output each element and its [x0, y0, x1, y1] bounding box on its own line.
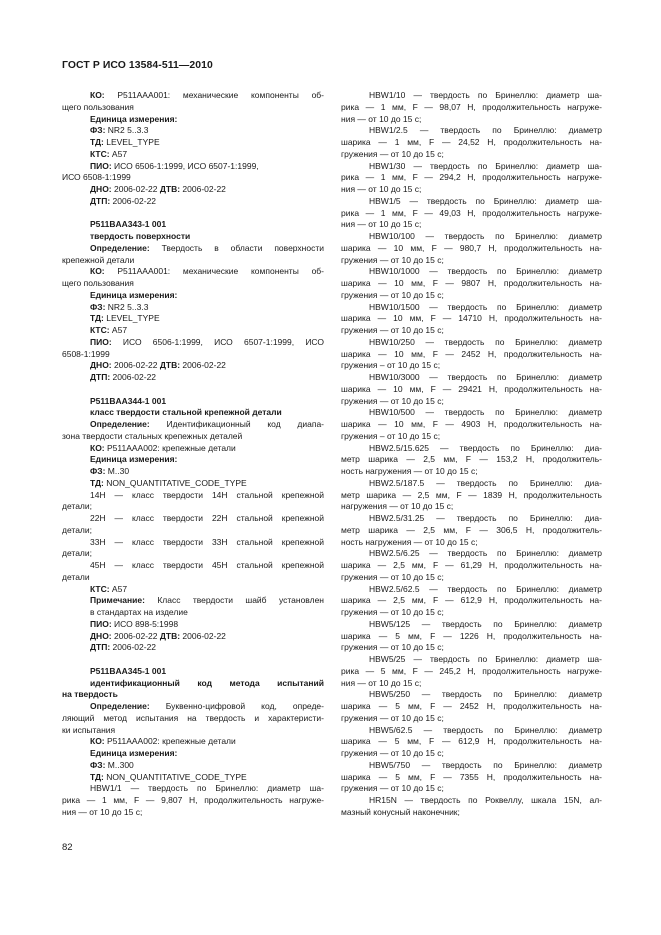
text-run: 2006-02-22 [180, 184, 226, 194]
text-line [62, 90, 324, 102]
text-line [341, 525, 602, 537]
text-line [62, 584, 324, 596]
text-run: гружения — от 10 до 15 с; [341, 607, 444, 617]
text-line [341, 384, 602, 396]
bold-label: КТС: [90, 148, 110, 159]
text-run: зона твердости стальных крепежных деталей [62, 430, 243, 441]
text-run: ния — от 10 до 15 с; [62, 806, 143, 817]
text-line [341, 407, 602, 419]
text-run: M..300 [105, 759, 134, 770]
text-run: шарика — 1 мм, F — 24,52 Н, продолжительность на- [341, 137, 602, 147]
bold-label: Единица измерения: [90, 748, 178, 758]
text-line [341, 125, 602, 137]
text-line [341, 325, 602, 337]
bold-label: P511BAA345-1 001 [90, 665, 167, 676]
text-run: шарика — 10 мм, F — 4903 Н, продолжительность на- [341, 419, 602, 429]
text-run: ИСО 6506-1:1999, ИСО 6507-1:1999, [111, 160, 259, 171]
text-line [62, 689, 324, 701]
text-line [62, 313, 324, 325]
text-run: HBW5/250 — твердость по Бринеллю: диаметр [369, 689, 602, 700]
text-run: гружения — от 10 до 15 с; [341, 289, 444, 300]
text-run: HR15N — твердость по Роквеллу, шкала 15N, ал- [369, 795, 602, 805]
text-line [62, 161, 324, 173]
text-run: рика — 1 мм, F — 98,07 Н, продолжительность нагруже- [341, 101, 602, 112]
text-run: NR2 5..3.3 [105, 301, 149, 312]
text-line [62, 678, 324, 690]
bold-label: ПИО: [90, 618, 112, 629]
text-line [341, 149, 602, 161]
text-run: Буквенно-цифровой код, опреде- [149, 701, 324, 711]
text-line [62, 196, 324, 208]
text-line [341, 560, 602, 572]
bold-label: Определение: [90, 701, 150, 711]
text-run: детали [62, 571, 90, 582]
text-run: ИСО 6506-1:1999, ИСО 6507-1:1999, ИСО [111, 336, 324, 347]
text-run: гружения — от 10 до 15 с; [341, 571, 444, 582]
text-line [62, 337, 324, 349]
text-line [341, 607, 602, 619]
text-line [341, 243, 602, 255]
text-run: детали; [62, 501, 92, 512]
text-run: NR2 5..3.3 [105, 125, 149, 136]
text-line [341, 501, 602, 513]
bold-label: ПИО: [90, 160, 112, 171]
text-run: 2006-02-22 [111, 184, 160, 194]
text-line [62, 149, 324, 161]
bold-label: ДТВ: [159, 184, 181, 194]
text-line [62, 243, 324, 255]
text-run: 2006-02-22 [180, 630, 226, 641]
text-run: рика — 1 мм, F — 294,2 Н, продолжительность нагруже- [341, 172, 602, 183]
bold-label: ТД: [90, 137, 104, 147]
text-line [62, 325, 324, 337]
paragraph-gap [62, 208, 324, 220]
text-run: 2006-02-22 [110, 372, 157, 382]
bold-label: Единица измерения: [90, 113, 178, 124]
text-line [62, 572, 324, 584]
text-line [341, 772, 602, 784]
text-line [62, 701, 324, 713]
text-line [62, 478, 324, 490]
text-line [62, 760, 324, 772]
text-line [62, 419, 324, 431]
text-line [341, 454, 602, 466]
text-line [62, 772, 324, 784]
text-run: A57 [109, 325, 128, 335]
text-run: 45H — класс твердости 45H стальной крепежной [90, 560, 324, 570]
text-run: P511AAA002: крепежные детали [104, 736, 236, 747]
text-line [62, 454, 324, 466]
text-line [62, 114, 324, 126]
text-run: 2006-02-22 [111, 630, 160, 641]
bold-label: твердость поверхности [90, 231, 191, 241]
text-line [341, 619, 602, 631]
text-line [341, 783, 602, 795]
text-run: гружения – от 10 до 15 с; [341, 360, 441, 371]
text-run: щего пользования [62, 101, 134, 112]
text-run: гружения – от 10 до 15 с; [341, 430, 441, 441]
text-run: HBW5/62.5 — твердость по Бринеллю: диаметр [369, 724, 602, 735]
text-line [341, 713, 602, 725]
text-run: гружения — от 10 до 15 с; [341, 783, 444, 794]
text-line [62, 795, 324, 807]
text-line [62, 443, 324, 455]
text-line [341, 548, 602, 560]
text-run: HBW10/3000 — твердость по Бринеллю: диаметр [369, 372, 602, 382]
text-line [62, 783, 324, 795]
text-run: HBW2.5/6.25 — твердость по Бринеллю: диаметр [369, 548, 602, 559]
text-line [62, 266, 324, 278]
bold-label: Определение: [90, 242, 150, 253]
text-line [62, 290, 324, 302]
text-line [341, 219, 602, 231]
bold-label: ДТП: [90, 642, 111, 653]
text-line [62, 595, 324, 607]
text-line [62, 748, 324, 760]
text-run: гружения — от 10 до 15 с; [341, 148, 444, 159]
text-run: рика — 1 мм, F — 49,03 Н, продолжительность нагруже- [341, 207, 602, 218]
text-line [62, 172, 324, 184]
text-run: P511AAA001: механические компоненты об- [104, 266, 324, 277]
bold-label: P511BAA343-1 001 [90, 219, 167, 230]
bold-label: ДТП: [90, 195, 111, 206]
text-line [341, 760, 602, 772]
right-text-column [341, 90, 602, 819]
text-run: HBW5/125 — твердость по Бринеллю: диаметр [369, 618, 602, 629]
document-header: ГОСТ Р ИСО 13584-511—2010 [62, 60, 213, 71]
text-line [341, 431, 602, 443]
text-run: ность нагружения — от 10 до 15 с; [341, 536, 478, 547]
text-run: HBW10/1000 — твердость по Бринеллю: диаметр [369, 266, 602, 277]
text-line [341, 266, 602, 278]
text-line [62, 501, 324, 513]
text-line [62, 619, 324, 631]
text-run: LEVEL_TYPE [103, 313, 160, 324]
text-line [341, 161, 602, 173]
text-run: HBW1/2.5 — твердость по Бринеллю: диаметр [369, 125, 602, 136]
text-run: щего пользования [62, 278, 134, 288]
text-run: шарика — 10 мм, F — 980,7 Н, продолжительность на- [341, 242, 602, 253]
text-run: нагружения — от 10 до 15 с; [341, 501, 454, 512]
text-run: HBW10/100 — твердость по Бринеллю: диаметр [369, 231, 602, 241]
text-run: детали; [62, 524, 92, 535]
text-run: 22H — класс твердости 22H стальной крепежной [90, 513, 324, 523]
text-run: M..30 [105, 466, 130, 476]
bold-label: на твердость [62, 689, 118, 700]
text-line [341, 255, 602, 267]
text-line [62, 537, 324, 549]
bold-label: КТС: [90, 583, 110, 594]
text-run: ИСО 898-5:1998 [111, 618, 179, 629]
text-line [62, 396, 324, 408]
text-line [341, 360, 602, 372]
text-run: детали; [62, 548, 92, 559]
text-run: A57 [109, 148, 128, 159]
text-line [341, 337, 602, 349]
text-run: ность нагружения — от 10 до 15 с; [341, 466, 478, 476]
text-run: 6508-1:1999 [62, 348, 110, 359]
bold-label: Примечание: [90, 595, 145, 606]
text-run: гружения — от 10 до 15 с; [341, 642, 444, 653]
text-line [341, 572, 602, 584]
text-line [62, 560, 324, 572]
text-run: 2006-02-22 [110, 195, 157, 206]
bold-label: КО: [90, 442, 105, 453]
text-line [62, 431, 324, 443]
bold-label: ПИО: [90, 336, 112, 347]
text-run: шарика — 10 мм, F — 14710 Н, продолжительность на- [341, 313, 602, 324]
text-run: 2006-02-22 [111, 360, 160, 371]
text-line [341, 313, 602, 325]
paragraph-gap [62, 384, 324, 396]
text-line [62, 407, 324, 419]
left-text-column [62, 90, 324, 819]
text-run: гружения — от 10 до 15 с; [341, 395, 444, 406]
bold-label: идентификационный код метода испытаний [90, 677, 324, 688]
text-run: HBW1/5 — твердость по Бринеллю: диаметр ша- [369, 195, 602, 206]
text-run: Твердость в области поверхности [149, 242, 324, 253]
text-line [62, 631, 324, 643]
text-run: рика — 1 мм, F — 9,807 Н, продолжительность нагруже- [62, 795, 324, 805]
text-run: ния — от 10 до 15 с; [341, 113, 422, 124]
bold-label: ТД: [90, 313, 104, 324]
text-line [341, 654, 602, 666]
text-line [62, 725, 324, 737]
bold-label: Определение: [90, 419, 150, 429]
text-run: NON_QUANTITATIVE_CODE_TYPE [103, 771, 247, 782]
text-line [341, 349, 602, 361]
text-line [62, 184, 324, 196]
text-line [341, 278, 602, 290]
text-run: шарика — 10 мм, F — 29421 Н, продолжительность на- [341, 383, 602, 394]
text-line [341, 396, 602, 408]
bold-label: ТД: [90, 771, 104, 782]
bold-label: ДТВ: [159, 630, 181, 641]
text-line [341, 795, 602, 807]
text-run: метр шарика — 2,5 мм, F — 1839 Н, продолжительность [341, 489, 602, 500]
bold-label: КО: [90, 266, 105, 277]
text-run: HBW2.5/62.5 — твердость по Бринеллю: диаметр [369, 583, 602, 594]
bold-label: КО: [90, 90, 105, 100]
text-run: метр шарика — 2,5 мм, F — 306,5 Н, продолжитель- [341, 524, 602, 535]
text-line [62, 302, 324, 314]
text-line [341, 701, 602, 713]
text-line [341, 443, 602, 455]
text-line [62, 807, 324, 819]
bold-label: P511BAA344-1 001 [90, 395, 167, 406]
text-run: гружения — от 10 до 15 с; [341, 325, 444, 335]
text-run: HBW2.5/31.25 — твердость по Бринеллю: диа- [369, 513, 602, 523]
text-line [341, 184, 602, 196]
text-run: Класс твердости шайб установлен [144, 595, 324, 606]
text-run: 33H — класс твердости 33H стальной крепежной [90, 536, 324, 547]
text-run: P511AAA002: крепежные детали [104, 442, 236, 453]
text-run: P511AAA001: механические компоненты об- [104, 90, 324, 100]
text-run: A57 [109, 583, 128, 594]
text-run: HBW2.5/15.625 — твердость по Бринеллю: диа- [369, 442, 602, 453]
text-line [341, 537, 602, 549]
text-run: шарика — 2,5 мм, F — 612,9 Н, продолжительность на- [341, 595, 602, 606]
text-line [341, 137, 602, 149]
text-line [62, 255, 324, 267]
bold-label: ДНО: [90, 360, 112, 371]
text-line [341, 466, 602, 478]
text-run: HBW10/500 — твердость по Бринеллю: диаметр [369, 407, 602, 418]
text-line [62, 372, 324, 384]
text-line [341, 666, 602, 678]
text-run: LEVEL_TYPE [103, 137, 160, 147]
text-line [62, 219, 324, 231]
text-line [341, 748, 602, 760]
text-line [62, 642, 324, 654]
text-line [62, 607, 324, 619]
text-run: шарика — 5 мм, F — 7355 Н, продолжительность на- [341, 771, 602, 782]
text-run: Идентификационный код диапа- [149, 419, 324, 429]
text-line [341, 678, 602, 690]
text-line [341, 642, 602, 654]
text-run: HBW1/30 — твердость по Бринеллю: диаметр ша- [369, 160, 602, 171]
text-line [341, 478, 602, 490]
text-line [62, 513, 324, 525]
text-line [341, 595, 602, 607]
page-number: 82 [62, 842, 73, 853]
text-line [341, 302, 602, 314]
text-run: HBW10/1500 — твердость по Бринеллю: диаметр [369, 301, 602, 312]
text-run: гружения — от 10 до 15 с; [341, 748, 444, 758]
text-run: NON_QUANTITATIVE_CODE_TYPE [103, 477, 247, 488]
bold-label: ТД: [90, 477, 104, 488]
bold-label: ДНО: [90, 184, 112, 194]
text-run: ИСО 6508-1:1999 [62, 172, 131, 183]
bold-label: ФЗ: [90, 759, 106, 770]
text-line [341, 490, 602, 502]
text-line [341, 90, 602, 102]
text-run: крепежной детали [62, 254, 135, 265]
text-run: мазный конусный наконечник; [341, 806, 460, 817]
text-line [341, 419, 602, 431]
text-line [341, 208, 602, 220]
text-line [62, 666, 324, 678]
bold-label: Единица измерения: [90, 289, 178, 300]
text-line [62, 490, 324, 502]
text-run: гружения — от 10 до 15 с; [341, 254, 444, 265]
text-line [341, 102, 602, 114]
text-run: метр шарика — 2,5 мм, F — 153,2 Н, продолжитель- [341, 454, 602, 465]
text-run: HBW5/750 — твердость по Бринеллю: диаметр [369, 759, 602, 770]
text-run: гружения — от 10 до 15 с; [341, 712, 444, 723]
text-line [341, 114, 602, 126]
text-line [62, 736, 324, 748]
text-run: шарика — 2,5 мм, F — 61,29 Н, продолжительность на- [341, 560, 602, 570]
text-run: HBW5/25 — твердость по Бринеллю: диаметр ша- [369, 654, 602, 664]
text-run: HBW2.5/187.5 — твердость по Бринеллю: диа- [369, 477, 602, 488]
text-run: HBW10/250 — твердость по Бринеллю: диаметр [369, 336, 602, 347]
text-line [341, 584, 602, 596]
text-line [62, 360, 324, 372]
text-run: 2006-02-22 [110, 642, 157, 653]
text-line [341, 196, 602, 208]
bold-label: Единица измерения: [90, 454, 178, 465]
paragraph-gap [62, 654, 324, 666]
text-run: HBW1/1 — твердость по Бринеллю: диаметр ша- [90, 783, 324, 794]
text-run: 2006-02-22 [180, 360, 226, 371]
text-run: 14H — класс твердости 14H стальной крепежной [90, 489, 324, 500]
text-line [341, 172, 602, 184]
text-run: рика — 5 мм, F — 245,2 Н, продолжительность нагруже- [341, 665, 602, 676]
bold-label: ФЗ: [90, 125, 106, 136]
text-line [62, 125, 324, 137]
bold-label: ФЗ: [90, 301, 106, 312]
text-line [341, 231, 602, 243]
bold-label: ДТП: [90, 372, 111, 382]
text-run: ки испытания [62, 724, 116, 735]
text-run: HBW1/10 — твердость по Бринеллю: диаметр ша- [369, 90, 602, 100]
text-run: шарика — 5 мм, F — 612,9 Н, продолжительность на- [341, 736, 602, 747]
text-run: шарика — 5 мм, F — 2452 Н, продолжительность на- [341, 701, 602, 711]
bold-label: КО: [90, 736, 105, 747]
bold-label: ФЗ: [90, 466, 106, 476]
text-run: ния — от 10 до 15 с; [341, 677, 422, 688]
bold-label: ДНО: [90, 630, 112, 641]
bold-label: КТС: [90, 325, 110, 335]
text-run: ляющий метод испытания на твердость и характеристи- [62, 712, 324, 723]
text-line [341, 736, 602, 748]
text-line [62, 137, 324, 149]
bold-label: класс твердости стальной крепежной детали [90, 407, 282, 418]
text-line [62, 466, 324, 478]
text-line [62, 548, 324, 560]
text-run: ния — от 10 до 15 с; [341, 184, 422, 194]
text-line [341, 513, 602, 525]
text-line [341, 689, 602, 701]
text-run: шарика — 10 мм, F — 2452 Н, продолжительность на- [341, 348, 602, 359]
text-line [62, 231, 324, 243]
text-line [341, 372, 602, 384]
text-line [62, 525, 324, 537]
text-line [341, 725, 602, 737]
text-line [62, 349, 324, 361]
text-line [341, 807, 602, 819]
text-line [341, 631, 602, 643]
text-run: ния — от 10 до 15 с; [341, 219, 422, 230]
text-line [62, 278, 324, 290]
text-line [62, 102, 324, 114]
text-line [341, 290, 602, 302]
text-run: шарика — 10 мм, F — 9807 Н, продолжительность на- [341, 278, 602, 288]
text-run: в стандартах на изделие [90, 607, 188, 617]
text-line [62, 713, 324, 725]
text-run: шарика — 5 мм, F — 1226 Н, продолжительность на- [341, 630, 602, 641]
bold-label: ДТВ: [159, 360, 181, 371]
